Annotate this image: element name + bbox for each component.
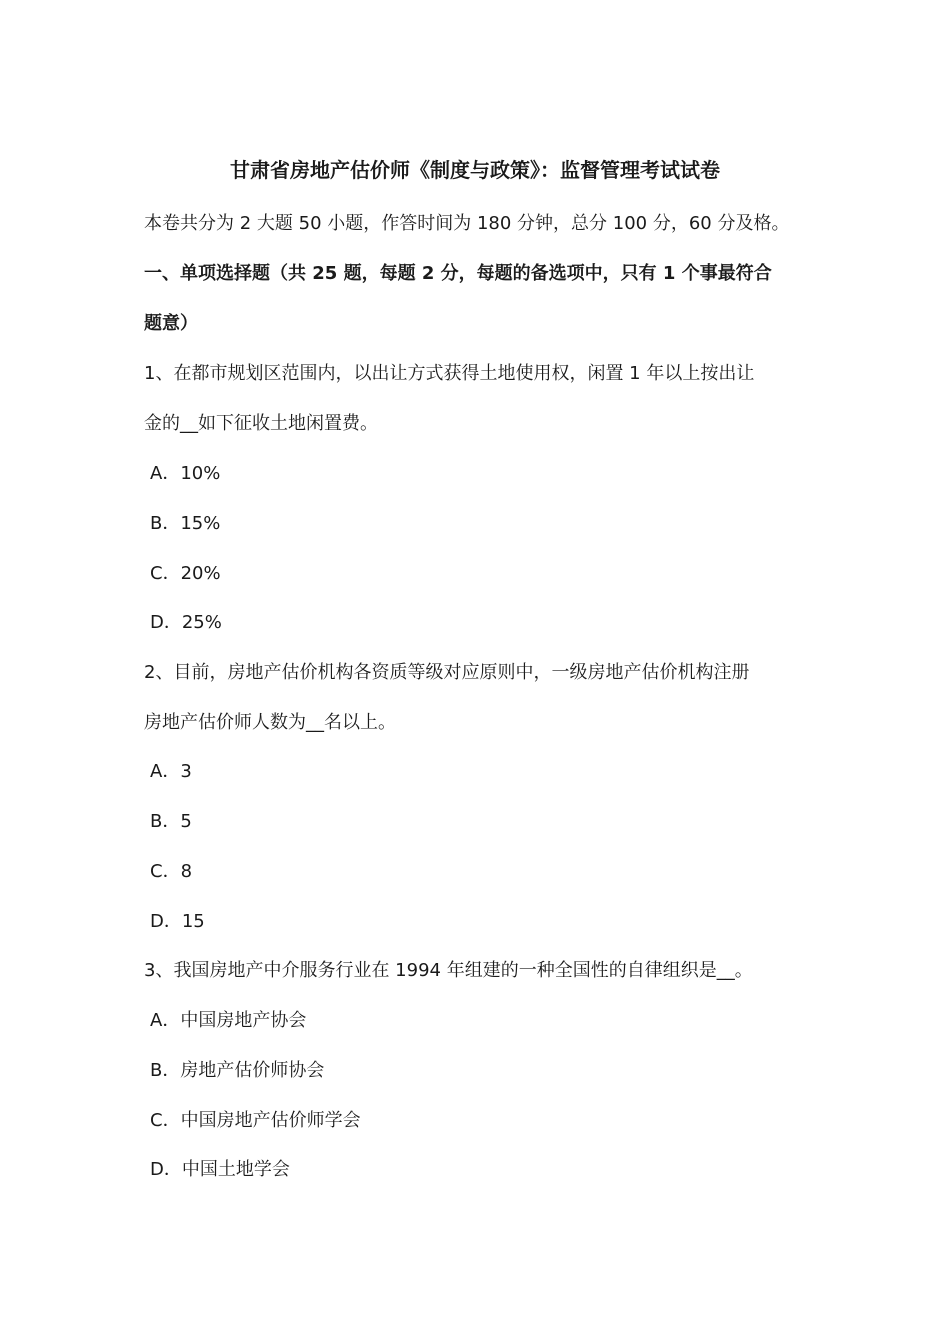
question-2-stem: 2、目前，房地产估价机构各资质等级对应原则中，一级房地产估价机构注册 bbox=[144, 662, 750, 683]
question-1-stem-continued: 金的__如下征收土地闲置费。 bbox=[144, 413, 378, 434]
section-heading: 一、单项选择题（共 25 题，每题 2 分，每题的备选项中，只有 1 个事最符合 bbox=[144, 263, 772, 284]
exam-intro: 本卷共分为 2 大题 50 小题，作答时间为 180 分钟，总分 100 分，60 分及格。 bbox=[144, 213, 790, 234]
question-1-option-a: A．10% bbox=[150, 463, 221, 484]
question-2-option-d: D．15 bbox=[150, 911, 205, 932]
question-3-option-b: B．房地产估价师协会 bbox=[150, 1060, 325, 1081]
question-3-stem: 3、我国房地产中介服务行业在 1994 年组建的一种全国性的自律组织是__。 bbox=[144, 960, 753, 981]
question-3-option-d: D．中国土地学会 bbox=[150, 1159, 290, 1180]
question-3-option-c: C．中国房地产估价师学会 bbox=[150, 1110, 361, 1131]
question-1-option-c: C．20% bbox=[150, 563, 221, 584]
question-2-option-c: C．8 bbox=[150, 861, 193, 882]
document-title: 甘肃省房地产估价师《制度与政策》：监督管理考试试卷 bbox=[230, 158, 720, 182]
question-3-option-a: A．中国房地产协会 bbox=[150, 1010, 307, 1031]
question-1-option-d: D．25% bbox=[150, 612, 222, 633]
question-2-option-b: B．5 bbox=[150, 811, 192, 832]
question-1-option-b: B．15% bbox=[150, 513, 221, 534]
question-2-option-a: A．3 bbox=[150, 761, 192, 782]
question-2-stem-continued: 房地产估价师人数为__名以上。 bbox=[144, 712, 396, 733]
question-1-stem: 1、在都市规划区范围内，以出让方式获得土地使用权，闲置 1 年以上按出让 bbox=[144, 363, 755, 384]
section-heading-continued: 题意） bbox=[144, 313, 198, 334]
